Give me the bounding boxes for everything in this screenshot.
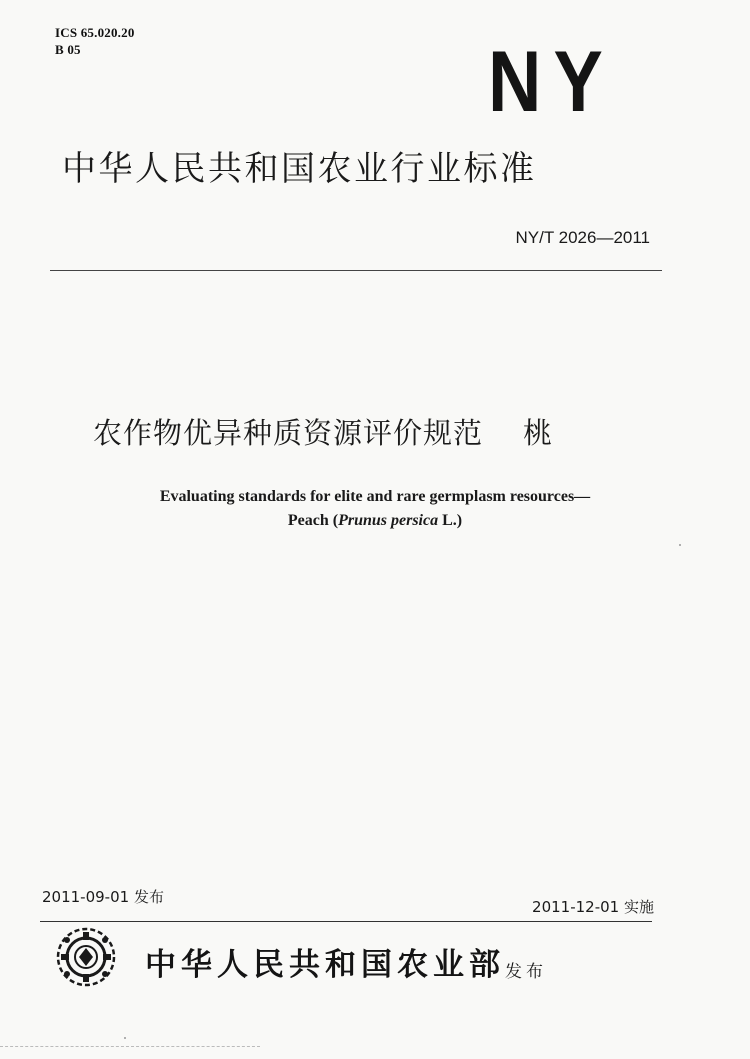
ministry-emblem-icon [55,926,117,988]
title-en-suffix: L.) [438,512,463,529]
title-en-line1: Evaluating standards for elite and rare germplasm resources— [159,488,591,505]
ny-logo: NY [488,34,615,130]
footer-divider [40,921,652,922]
title-crop: 桃 [523,416,554,450]
issuing-ministry: 中华人民共和国农业部 [145,947,505,983]
title-main: 农作物优异种质资源评价规范 [93,416,484,450]
implementation-date: 2011-12-01 实施 [532,898,654,916]
title-en-prefix: Peach ( [287,512,339,529]
classification-codes [55,24,135,58]
issuing-action: 发布 [505,962,547,982]
scan-speck [124,1037,126,1039]
title-en-line2 [60,509,690,533]
issue-date: 2011-09-01 发布 [42,888,164,906]
document-title-cn [93,413,553,453]
ics-code: ICS 65.020.20 [55,25,135,40]
scan-edge-line [0,1046,260,1047]
scan-speck [679,544,681,546]
header-divider [50,270,662,271]
standard-code: NY/T 2026—2011 [515,228,650,247]
standard-name: 中华人民共和国农业行业标准 [62,149,537,189]
scientific-name: Prunus persica [338,512,439,529]
ccs-code: B 05 [55,42,81,57]
document-title-en [60,485,690,533]
